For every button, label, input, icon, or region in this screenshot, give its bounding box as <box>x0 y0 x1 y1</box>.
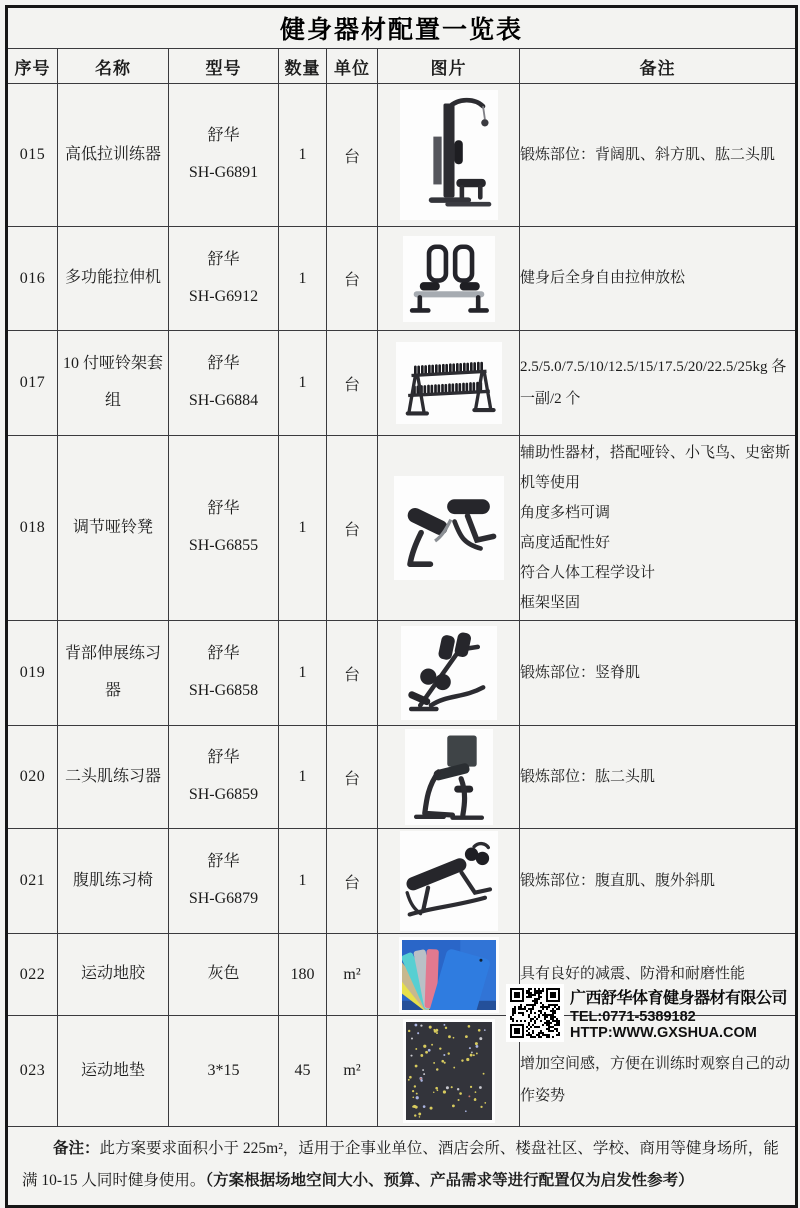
quantity-cell: 1 <box>279 227 327 331</box>
model-cell <box>169 829 279 934</box>
name-cell: 运动地胶 <box>58 934 169 1016</box>
remark-text: 锻炼部位：肱二头肌 <box>520 768 656 785</box>
equipment-row-016 <box>7 227 797 331</box>
remark-line: 辅助性器材，搭配哑铃、小飞鸟、史密斯机等使用 <box>520 445 791 491</box>
equipment-row-017 <box>7 331 797 436</box>
unit-cell: 台 <box>327 84 378 227</box>
footer-row <box>7 1127 797 1207</box>
ab-crunch-bench-image <box>400 831 498 931</box>
model-line: 3*15 <box>207 1061 240 1079</box>
name-cell: 10 付哑铃架套组 <box>58 331 169 436</box>
image-cell <box>378 436 520 621</box>
remark-cell <box>520 829 797 934</box>
quantity-cell: 180 <box>279 934 327 1016</box>
column-header-row <box>7 49 797 84</box>
column-header-name: 名称 <box>58 49 169 84</box>
quantity-cell: 1 <box>279 331 327 436</box>
back-extension-machine-image <box>401 626 497 720</box>
name-cell: 背部伸展练习器 <box>58 621 169 726</box>
model-cell <box>169 436 279 621</box>
quantity-cell: 1 <box>279 726 327 829</box>
unit-cell: 台 <box>327 726 378 829</box>
serial-cell: 016 <box>7 227 58 331</box>
footer-note-bold-text: （方案根据场地空间大小、预算、产品需求等进行配置仅为启发性参考） <box>205 1171 694 1189</box>
footer-note-cell <box>7 1127 797 1207</box>
remark-line: 符合人体工程学设计 <box>520 565 656 581</box>
quantity-cell: 1 <box>279 84 327 227</box>
equipment-row-020 <box>7 726 797 829</box>
remark-cell <box>520 84 797 227</box>
remark-text: 健身后全身自由拉伸放松 <box>520 270 686 287</box>
model-line: SH-G6879 <box>188 890 259 907</box>
serial-cell: 018 <box>7 436 58 621</box>
model-line: SH-G6855 <box>188 537 259 554</box>
model-cell <box>169 84 279 227</box>
model-line: 灰色 <box>207 965 240 983</box>
name-cell: 腹肌练习椅 <box>58 829 169 934</box>
name-cell: 高低拉训练器 <box>58 84 169 227</box>
unit-cell: m² <box>327 1016 378 1127</box>
name-cell: 二头肌练习器 <box>58 726 169 829</box>
unit-cell: 台 <box>327 331 378 436</box>
remark-line: 高度适配性好 <box>520 535 611 551</box>
footer-note-label: 备注： <box>53 1140 100 1157</box>
model-line: 舒华 <box>207 500 240 518</box>
column-header-unit: 单位 <box>327 49 378 84</box>
model-line: 舒华 <box>207 853 240 871</box>
company-tel: TEL:0771-5389182 <box>570 1008 696 1025</box>
model-line: SH-G6884 <box>188 392 259 409</box>
remark-cell <box>520 227 797 331</box>
serial-cell: 017 <box>7 331 58 436</box>
image-cell <box>378 1016 520 1127</box>
serial-cell: 021 <box>7 829 58 934</box>
quantity-cell: 45 <box>279 1016 327 1127</box>
model-cell <box>169 934 279 1016</box>
remark-text: 2.5/5.0/7.5/10/12.5/15/17.5/20/22.5/25kg 各一副/2 个 <box>520 358 787 407</box>
model-line: SH-G6891 <box>188 164 259 181</box>
column-header-image: 图片 <box>378 49 520 84</box>
serial-cell: 023 <box>7 1016 58 1127</box>
footer-note <box>22 1133 781 1197</box>
image-cell <box>378 829 520 934</box>
name-cell: 多功能拉伸机 <box>58 227 169 331</box>
page-title: 健身器材配置一览表 <box>7 7 797 49</box>
unit-cell: 台 <box>327 621 378 726</box>
quantity-cell: 1 <box>279 621 327 726</box>
model-line: 舒华 <box>207 127 240 145</box>
equipment-row-018 <box>7 436 797 621</box>
image-cell <box>378 726 520 829</box>
remark-text: 锻炼部位：背阔肌、斜方肌、肱二头肌 <box>520 146 776 163</box>
column-header-remark: 备注 <box>520 49 797 84</box>
model-line: 舒华 <box>207 250 240 268</box>
biceps-curl-bench-image <box>405 729 493 825</box>
serial-cell: 015 <box>7 84 58 227</box>
floor-samples-image <box>399 937 499 1013</box>
unit-cell: m² <box>327 934 378 1016</box>
model-line: SH-G6858 <box>188 682 259 699</box>
serial-cell: 022 <box>7 934 58 1016</box>
model-cell <box>169 1016 279 1127</box>
model-cell <box>169 227 279 331</box>
remark-cell <box>520 621 797 726</box>
serial-cell: 019 <box>7 621 58 726</box>
stretch-machine-image <box>403 236 495 322</box>
quantity-cell: 1 <box>279 436 327 621</box>
column-header-model: 型号 <box>169 49 279 84</box>
rubber-mat-image <box>403 1019 495 1123</box>
column-header-serial: 序号 <box>7 49 58 84</box>
model-line: 舒华 <box>207 645 240 663</box>
serial-cell: 020 <box>7 726 58 829</box>
model-cell <box>169 726 279 829</box>
image-cell <box>378 621 520 726</box>
qr-code-icon <box>506 984 564 1042</box>
unit-cell: 台 <box>327 829 378 934</box>
image-cell <box>378 934 520 1016</box>
model-line: 舒华 <box>207 749 240 767</box>
image-cell <box>378 227 520 331</box>
model-line: 舒华 <box>207 355 240 373</box>
remark-text: 增加空间感，方便在训练时观察自己的动作姿势 <box>520 1055 791 1104</box>
company-website: HTTP:WWW.GXSHUA.COM <box>570 1025 757 1041</box>
remark-cell <box>520 331 797 436</box>
unit-cell: 台 <box>327 436 378 621</box>
image-cell <box>378 84 520 227</box>
vendor-contact-block <box>570 984 787 1042</box>
remark-text: 具有良好的减震、防滑和耐磨性能 <box>520 966 746 983</box>
remark-line: 角度多档可调 <box>520 505 611 521</box>
equipment-row-019 <box>7 621 797 726</box>
name-cell: 运动地垫 <box>58 1016 169 1127</box>
column-header-qty: 数量 <box>279 49 327 84</box>
lat-pulldown-machine-image <box>400 90 498 220</box>
unit-cell: 台 <box>327 227 378 331</box>
vendor-watermark <box>506 984 795 1042</box>
remark-cell <box>520 436 797 621</box>
name-cell: 调节哑铃凳 <box>58 436 169 621</box>
company-name: 广西舒华体育健身器材有限公司 <box>570 990 788 1007</box>
image-cell <box>378 331 520 436</box>
quantity-cell: 1 <box>279 829 327 934</box>
adjustable-bench-image <box>394 476 504 580</box>
model-cell <box>169 621 279 726</box>
remark-line: 框架坚固 <box>520 595 581 611</box>
equipment-row-015 <box>7 84 797 227</box>
title-row <box>7 7 797 49</box>
remark-cell <box>520 726 797 829</box>
remark-text: 锻炼部位：腹直肌、腹外斜肌 <box>520 872 716 889</box>
model-line: SH-G6859 <box>188 786 259 803</box>
model-line: SH-G6912 <box>188 287 259 305</box>
remark-text: 锻炼部位：竖脊肌 <box>520 664 641 681</box>
equipment-row-021 <box>7 829 797 934</box>
model-cell <box>169 331 279 436</box>
footer-note-text: 此方案要求面积小于 225m²，适用于企事业单位、酒店会所、楼盘社区、学校、商用等健身场所，能满 10-15 人同时健身使用。 <box>22 1140 779 1189</box>
dumbbell-rack-image <box>396 342 502 424</box>
